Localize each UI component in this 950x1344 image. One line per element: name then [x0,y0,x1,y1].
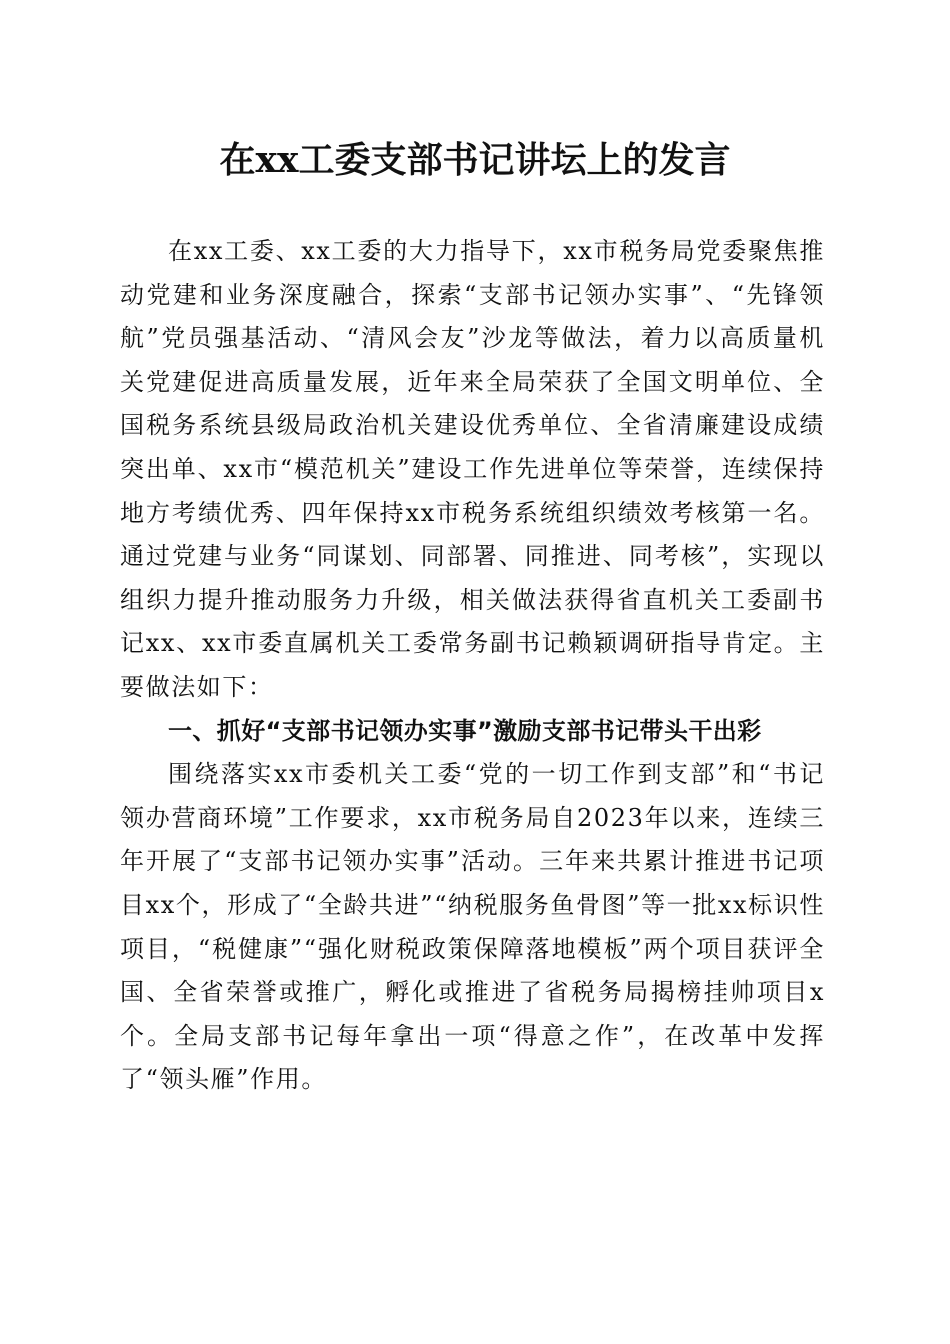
document-title: 在xx工委支部书记讲坛上的发言 [219,139,731,181]
section-paragraph: 围绕落实xx市委机关工委“党的一切工作到支部”和“书记领办营商环境”工作要求，xx市税务局自2023年以来，连续三年开展了“支部书记领办实事”活动。三年来共累计推进书记项目xx个，形成了“全龄共进”“纳税服务鱼骨图”等一批xx标识性项目，“税健康”“强化财税政策保障落地模板”两个项目获评全国、全省荣誉或推广，孵化或推进了省税务局揭榜挂帅项目x个。全局支部书记每年拿出一项“得意之作”，在改革中发挥了“领头雁”作用。 [120,760,825,1094]
intro-paragraph: 在xx工委、xx工委的大力指导下，xx市税务局党委聚焦推动党建和业务深度融合，探索“支部书记领办实事”、“先锋领航”党员强基活动、“清风会友”沙龙等做法，着力以高质量机关党建促进高质量发展，近年来全局荣获了全国文明单位、全国税务系统县级局政治机关建设优秀单位、全省清廉建设成绩突出单、xx市“模范机关”建设工作先进单位等荣誉，连续保持地方考绩优秀、四年保持xx市税务系统组织绩效考核第一名。通过党建与业务“同谋划、同部署、同推进、同考核”，实现以组织力提升推动服务力升级，相关做法获得省直机关工委副书记xx、xx市委直属机关工委常务副书记赖颖调研指导肯定。主要做法如下： [120,237,825,701]
section-heading: 一、抓好“支部书记领办实事”激励支部书记带头干出彩 [168,716,762,745]
document-body [120,230,825,1102]
